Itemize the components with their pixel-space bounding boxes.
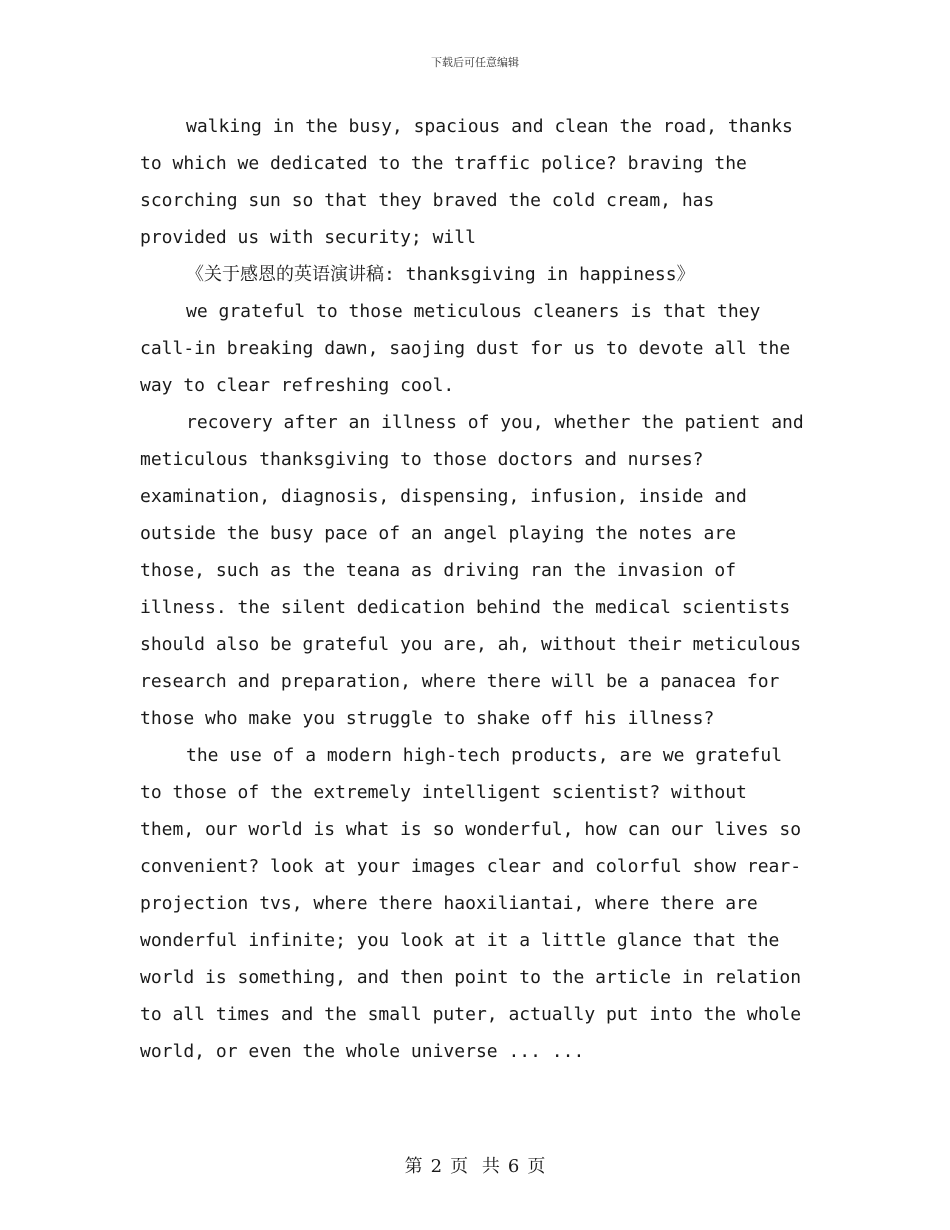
page-number-footer <box>0 1152 950 1178</box>
text-line: provided us with security; will <box>140 227 476 248</box>
text-line: those, such as the teana as driving ran the invasion of <box>140 560 737 581</box>
text-line: world is something, and then point to the article in relation <box>140 967 802 988</box>
text-line: should also be grateful you are, ah, without their meticulous <box>140 634 802 655</box>
text-line: to those of the extremely intelligent scientist? without <box>140 782 747 803</box>
article-title-line: 《关于感恩的英语演讲稿: thanksgiving in happiness》 <box>186 264 695 285</box>
text-line: world, or even the whole universe ... ... <box>140 1041 585 1062</box>
text-line: meticulous thanksgiving to those doctors and nurses? <box>140 449 704 470</box>
text-line: convenient? look at your images clear and colorful show rear- <box>140 856 802 877</box>
text-line: examination, diagnosis, dispensing, infusion, inside and <box>140 486 747 507</box>
text-line: research and preparation, where there will be a panacea for <box>140 671 780 692</box>
footer-page-label: 第 <box>404 1156 423 1177</box>
text-line: projection tvs, where there haoxiliantai, where there are <box>140 893 758 914</box>
text-line: wonderful infinite; you look at it a little glance that the <box>140 930 780 951</box>
text-line: we grateful to those meticulous cleaners is that they <box>186 301 761 322</box>
footer-total-label: 共 <box>481 1156 500 1177</box>
text-line: recovery after an illness of you, whether the patient and <box>186 412 804 433</box>
text-line: those who make you struggle to shake off his illness? <box>140 708 715 729</box>
text-line: to all times and the small puter, actually put into the whole <box>140 1004 802 1025</box>
text-line: them, our world is what is so wonderful, how can our lives so <box>140 819 802 840</box>
text-line: outside the busy pace of an angel playing the notes are <box>140 523 737 544</box>
page-header: 下载后可任意编辑 <box>431 56 519 69</box>
text-line: way to clear refreshing cool. <box>140 375 455 396</box>
text-line: illness. the silent dedication behind the medical scientists <box>140 597 791 618</box>
total-pages-number: 6 <box>507 1156 520 1177</box>
text-line: walking in the busy, spacious and clean the road, thanks <box>186 116 793 137</box>
text-line: scorching sun so that they braved the cold cream, has <box>140 190 715 211</box>
text-line: to which we dedicated to the traffic police? braving the <box>140 153 747 174</box>
text-line: the use of a modern high-tech products, are we grateful <box>186 745 783 766</box>
text-line: call-in breaking dawn, saojing dust for us to devote all the <box>140 338 791 359</box>
footer-total-unit: 页 <box>527 1156 546 1177</box>
document-body <box>140 108 816 1070</box>
current-page-number: 2 <box>430 1156 443 1177</box>
footer-page-unit: 页 <box>450 1156 469 1177</box>
